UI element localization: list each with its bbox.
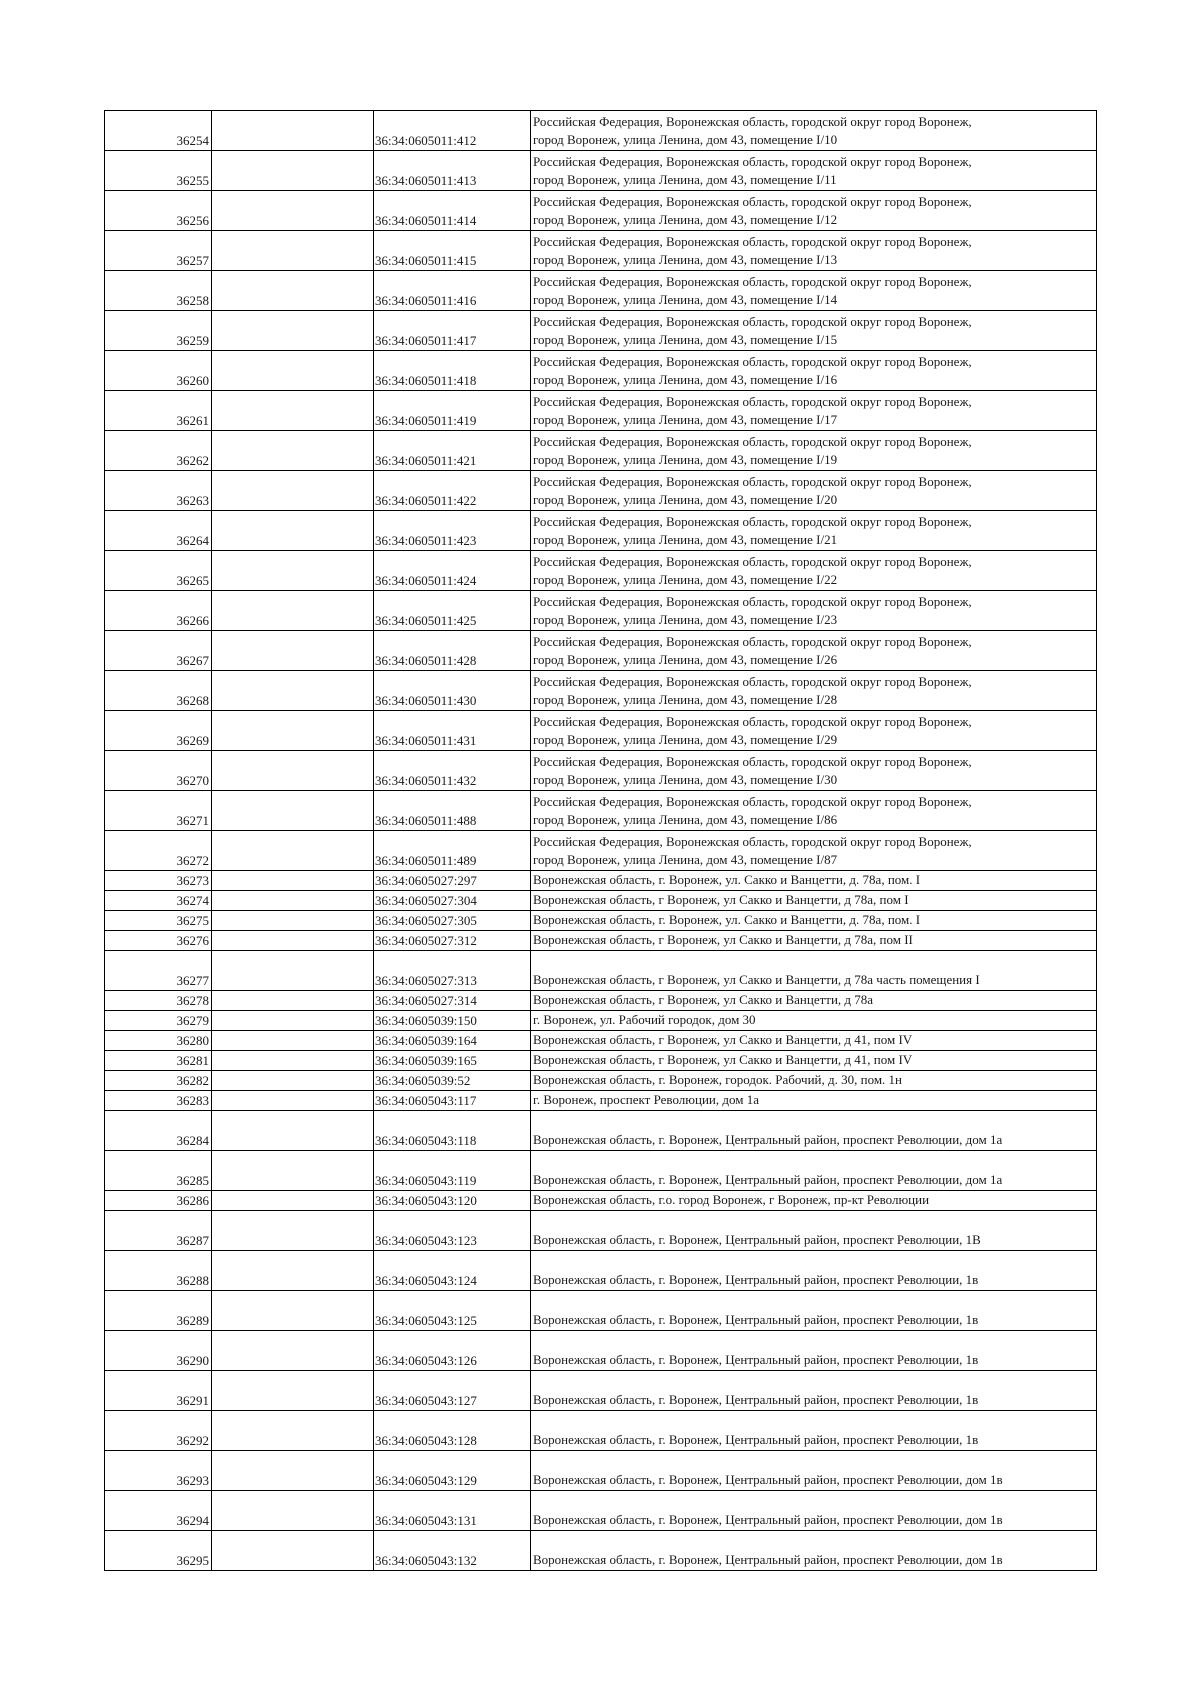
table-row xyxy=(105,391,1097,431)
address-line: Российская Федерация, Воронежская область, городской округ город Воронеж, xyxy=(533,394,972,409)
cadastral-number-cell: 36:34:0605039:164 xyxy=(374,1031,531,1051)
address-line: город Воронеж, улица Ленина, дом 43, помещение I/20 xyxy=(533,492,838,507)
address-line: город Воронеж, улица Ленина, дом 43, помещение I/10 xyxy=(533,132,838,147)
row-number-cell: 36290 xyxy=(105,1331,212,1371)
address-line: Воронежская область, г. Воронеж, Центральный район, проспект Революции, дом 1в xyxy=(533,1512,1003,1527)
address-cell xyxy=(531,1111,1097,1151)
address-line: Воронежская область, г. Воронеж, Центральный район, проспект Революции, 1в xyxy=(533,1352,979,1367)
row-number-cell: 36270 xyxy=(105,751,212,791)
row-number-cell: 36278 xyxy=(105,991,212,1011)
cadastral-number-cell: 36:34:0605043:126 xyxy=(374,1331,531,1371)
address-line: город Воронеж, улица Ленина, дом 43, помещение I/26 xyxy=(533,652,838,667)
address-line: Российская Федерация, Воронежская область, городской округ город Воронеж, xyxy=(533,154,972,169)
empty-cell xyxy=(212,1111,374,1151)
cadastral-number-cell: 36:34:0605039:52 xyxy=(374,1071,531,1091)
table-row xyxy=(105,1251,1097,1291)
row-number-cell: 36287 xyxy=(105,1211,212,1251)
empty-cell xyxy=(212,591,374,631)
empty-cell xyxy=(212,311,374,351)
cadastral-number-cell: 36:34:0605011:419 xyxy=(374,391,531,431)
table-row xyxy=(105,591,1097,631)
address-cell xyxy=(531,1031,1097,1051)
address-line: Воронежская область, г. Воронеж, Центральный район, проспект Революции, 1в xyxy=(533,1392,979,1407)
row-number-cell: 36256 xyxy=(105,191,212,231)
address-cell xyxy=(531,191,1097,231)
empty-cell xyxy=(212,1411,374,1451)
empty-cell xyxy=(212,1491,374,1531)
address-cell xyxy=(531,951,1097,991)
empty-cell xyxy=(212,1191,374,1211)
table-row xyxy=(105,231,1097,271)
cadastral-number-cell: 36:34:0605043:125 xyxy=(374,1291,531,1331)
table-row xyxy=(105,191,1097,231)
cadastral-number-cell: 36:34:0605039:150 xyxy=(374,1011,531,1031)
address-line: Воронежская область, г. Воронеж, Центральный район, проспект Революции, дом 1в xyxy=(533,1552,1003,1567)
address-cell xyxy=(531,1531,1097,1571)
table-row xyxy=(105,1371,1097,1411)
row-number-cell: 36257 xyxy=(105,231,212,271)
address-cell xyxy=(531,151,1097,191)
cadastral-number-cell: 36:34:0605011:421 xyxy=(374,431,531,471)
table-row xyxy=(105,751,1097,791)
row-number-cell: 36283 xyxy=(105,1091,212,1111)
address-cell xyxy=(531,551,1097,591)
table-row xyxy=(105,991,1097,1011)
cadastral-number-cell: 36:34:0605027:297 xyxy=(374,871,531,891)
address-cell xyxy=(531,1211,1097,1251)
empty-cell xyxy=(212,671,374,711)
cadastral-number-cell: 36:34:0605011:416 xyxy=(374,271,531,311)
row-number-cell: 36281 xyxy=(105,1051,212,1071)
cadastral-number-cell: 36:34:0605011:423 xyxy=(374,511,531,551)
address-cell xyxy=(531,1091,1097,1111)
row-number-cell: 36273 xyxy=(105,871,212,891)
empty-cell xyxy=(212,1451,374,1491)
cadastral-number-cell: 36:34:0605011:412 xyxy=(374,111,531,151)
table-row xyxy=(105,931,1097,951)
empty-cell xyxy=(212,1211,374,1251)
address-line: город Воронеж, улица Ленина, дом 43, помещение I/21 xyxy=(533,532,838,547)
address-line: Российская Федерация, Воронежская область, городской округ город Воронеж, xyxy=(533,314,972,329)
address-line: город Воронеж, улица Ленина, дом 43, помещение I/28 xyxy=(533,692,838,707)
cadastral-number-cell: 36:34:0605043:131 xyxy=(374,1491,531,1531)
address-line: город Воронеж, улица Ленина, дом 43, помещение I/15 xyxy=(533,332,838,347)
row-number-cell: 36286 xyxy=(105,1191,212,1211)
table-row xyxy=(105,431,1097,471)
cadastral-number-cell: 36:34:0605011:415 xyxy=(374,231,531,271)
empty-cell xyxy=(212,1071,374,1091)
empty-cell xyxy=(212,191,374,231)
empty-cell xyxy=(212,1051,374,1071)
table-row xyxy=(105,951,1097,991)
empty-cell xyxy=(212,431,374,471)
address-cell xyxy=(531,311,1097,351)
row-number-cell: 36285 xyxy=(105,1151,212,1191)
address-line: город Воронеж, улица Ленина, дом 43, помещение I/12 xyxy=(533,212,838,227)
cadastral-number-cell: 36:34:0605011:422 xyxy=(374,471,531,511)
cadastral-number-cell: 36:34:0605011:430 xyxy=(374,671,531,711)
table-row xyxy=(105,871,1097,891)
address-cell xyxy=(531,231,1097,271)
address-line: Российская Федерация, Воронежская область, городской округ город Воронеж, xyxy=(533,474,972,489)
row-number-cell: 36272 xyxy=(105,831,212,871)
empty-cell xyxy=(212,831,374,871)
cadastral-number-cell: 36:34:0605011:432 xyxy=(374,751,531,791)
address-cell xyxy=(531,111,1097,151)
empty-cell xyxy=(212,511,374,551)
cadastral-number-cell: 36:34:0605043:129 xyxy=(374,1451,531,1491)
address-line: Воронежская область, г. Воронеж, Центральный район, проспект Революции, 1в xyxy=(533,1312,979,1327)
address-line: Воронежская область, г. Воронеж, Центральный район, проспект Революции, дом 1а xyxy=(533,1172,1003,1187)
registry-table xyxy=(104,110,1097,1571)
table-row xyxy=(105,471,1097,511)
address-line: Воронежская область, г. Воронеж, ул. Сакко и Ванцетти, д. 78а, пом. I xyxy=(533,912,921,927)
address-cell xyxy=(531,911,1097,931)
table-row xyxy=(105,1151,1097,1191)
empty-cell xyxy=(212,1331,374,1371)
table-row xyxy=(105,831,1097,871)
table-row xyxy=(105,711,1097,751)
cadastral-number-cell: 36:34:0605043:128 xyxy=(374,1411,531,1451)
empty-cell xyxy=(212,911,374,931)
address-cell xyxy=(531,1371,1097,1411)
row-number-cell: 36259 xyxy=(105,311,212,351)
empty-cell xyxy=(212,551,374,591)
address-line: город Воронеж, улица Ленина, дом 43, помещение I/17 xyxy=(533,412,838,427)
address-cell xyxy=(531,1291,1097,1331)
address-line: город Воронеж, улица Ленина, дом 43, помещение I/29 xyxy=(533,732,838,747)
address-cell xyxy=(531,1191,1097,1211)
empty-cell xyxy=(212,151,374,191)
cadastral-number-cell: 36:34:0605011:418 xyxy=(374,351,531,391)
address-line: г. Воронеж, проспект Революции, дом 1а xyxy=(533,1092,759,1107)
row-number-cell: 36267 xyxy=(105,631,212,671)
address-cell xyxy=(531,1331,1097,1371)
table-row xyxy=(105,1331,1097,1371)
address-cell xyxy=(531,1011,1097,1031)
cadastral-number-cell: 36:34:0605011:417 xyxy=(374,311,531,351)
cadastral-number-cell: 36:34:0605027:313 xyxy=(374,951,531,991)
empty-cell xyxy=(212,471,374,511)
address-line: Российская Федерация, Воронежская область, городской округ город Воронеж, xyxy=(533,274,972,289)
address-cell xyxy=(531,511,1097,551)
table-row xyxy=(105,631,1097,671)
empty-cell xyxy=(212,931,374,951)
address-cell xyxy=(531,591,1097,631)
row-number-cell: 36255 xyxy=(105,151,212,191)
address-cell xyxy=(531,271,1097,311)
address-line: город Воронеж, улица Ленина, дом 43, помещение I/87 xyxy=(533,852,838,867)
table-row xyxy=(105,1191,1097,1211)
address-line: Воронежская область, г Воронеж, ул Сакко и Ванцетти, д 41, пом IV xyxy=(533,1032,913,1047)
address-line: Воронежская область, г. Воронеж, Центральный район, проспект Революции, 1в xyxy=(533,1432,979,1447)
table-row xyxy=(105,791,1097,831)
address-line: Воронежская область, г. Воронеж, Центральный район, проспект Революции, 1в xyxy=(533,1272,979,1287)
row-number-cell: 36279 xyxy=(105,1011,212,1031)
address-line: город Воронеж, улица Ленина, дом 43, помещение I/11 xyxy=(533,172,837,187)
cadastral-number-cell: 36:34:0605043:120 xyxy=(374,1191,531,1211)
address-cell xyxy=(531,1251,1097,1291)
empty-cell xyxy=(212,1151,374,1191)
cadastral-number-cell: 36:34:0605011:424 xyxy=(374,551,531,591)
address-line: Воронежская область, г. Воронеж, ул. Сакко и Ванцетти, д. 78а, пом. I xyxy=(533,872,921,887)
row-number-cell: 36294 xyxy=(105,1491,212,1531)
table-row xyxy=(105,1091,1097,1111)
address-cell xyxy=(531,991,1097,1011)
empty-cell xyxy=(212,111,374,151)
row-number-cell: 36268 xyxy=(105,671,212,711)
row-number-cell: 36254 xyxy=(105,111,212,151)
address-cell xyxy=(531,1151,1097,1191)
empty-cell xyxy=(212,1291,374,1331)
empty-cell xyxy=(212,871,374,891)
address-line: город Воронеж, улица Ленина, дом 43, помещение I/16 xyxy=(533,372,838,387)
table-row xyxy=(105,1491,1097,1531)
table-row xyxy=(105,891,1097,911)
empty-cell xyxy=(212,1371,374,1411)
address-cell xyxy=(531,671,1097,711)
address-cell xyxy=(531,1051,1097,1071)
row-number-cell: 36269 xyxy=(105,711,212,751)
address-line: город Воронеж, улица Ленина, дом 43, помещение I/14 xyxy=(533,292,838,307)
cadastral-number-cell: 36:34:0605027:314 xyxy=(374,991,531,1011)
table-row xyxy=(105,1451,1097,1491)
table-row xyxy=(105,1111,1097,1151)
table-row xyxy=(105,511,1097,551)
cadastral-number-cell: 36:34:0605043:123 xyxy=(374,1211,531,1251)
table-row xyxy=(105,911,1097,931)
cadastral-number-cell: 36:34:0605043:124 xyxy=(374,1251,531,1291)
row-number-cell: 36284 xyxy=(105,1111,212,1151)
address-cell xyxy=(531,1491,1097,1531)
address-line: город Воронеж, улица Ленина, дом 43, помещение I/13 xyxy=(533,252,838,267)
row-number-cell: 36274 xyxy=(105,891,212,911)
table-row xyxy=(105,271,1097,311)
cadastral-number-cell: 36:34:0605011:414 xyxy=(374,191,531,231)
table-row xyxy=(105,1211,1097,1251)
row-number-cell: 36265 xyxy=(105,551,212,591)
cadastral-number-cell: 36:34:0605011:428 xyxy=(374,631,531,671)
table-row xyxy=(105,1011,1097,1031)
empty-cell xyxy=(212,1091,374,1111)
address-line: Воронежская область, г. Воронеж, Центральный район, проспект Революции, 1В xyxy=(533,1232,981,1247)
address-cell xyxy=(531,751,1097,791)
address-cell xyxy=(531,631,1097,671)
row-number-cell: 36282 xyxy=(105,1071,212,1091)
row-number-cell: 36295 xyxy=(105,1531,212,1571)
address-line: Российская Федерация, Воронежская область, городской округ город Воронеж, xyxy=(533,434,972,449)
address-cell xyxy=(531,431,1097,471)
address-cell xyxy=(531,711,1097,751)
address-line: Воронежская область, г. Воронеж, городок. Рабочий, д. 30, пом. 1н xyxy=(533,1072,903,1087)
table-row xyxy=(105,1291,1097,1331)
row-number-cell: 36277 xyxy=(105,951,212,991)
address-cell xyxy=(531,391,1097,431)
empty-cell xyxy=(212,1251,374,1291)
address-line: город Воронеж, улица Ленина, дом 43, помещение I/86 xyxy=(533,812,838,827)
address-line: Российская Федерация, Воронежская область, городской округ город Воронеж, xyxy=(533,674,972,689)
empty-cell xyxy=(212,1531,374,1571)
table-row xyxy=(105,111,1097,151)
address-line: Российская Федерация, Воронежская область, городской округ город Воронеж, xyxy=(533,234,972,249)
empty-cell xyxy=(212,1011,374,1031)
empty-cell xyxy=(212,751,374,791)
table-row xyxy=(105,151,1097,191)
address-cell xyxy=(531,1071,1097,1091)
row-number-cell: 36262 xyxy=(105,431,212,471)
empty-cell xyxy=(212,991,374,1011)
empty-cell xyxy=(212,951,374,991)
row-number-cell: 36260 xyxy=(105,351,212,391)
row-number-cell: 36280 xyxy=(105,1031,212,1051)
table-row xyxy=(105,1071,1097,1091)
address-line: Российская Федерация, Воронежская область, городской округ город Воронеж, xyxy=(533,714,972,729)
address-cell xyxy=(531,791,1097,831)
address-cell xyxy=(531,931,1097,951)
address-line: Воронежская область, г Воронеж, ул Сакко и Ванцетти, д 78а часть помещения I xyxy=(533,972,980,987)
registry-table-body xyxy=(105,111,1097,1571)
cadastral-number-cell: 36:34:0605043:117 xyxy=(374,1091,531,1111)
row-number-cell: 36293 xyxy=(105,1451,212,1491)
cadastral-number-cell: 36:34:0605011:431 xyxy=(374,711,531,751)
cadastral-number-cell: 36:34:0605027:312 xyxy=(374,931,531,951)
empty-cell xyxy=(212,271,374,311)
cadastral-number-cell: 36:34:0605011:489 xyxy=(374,831,531,871)
empty-cell xyxy=(212,391,374,431)
cadastral-number-cell: 36:34:0605011:413 xyxy=(374,151,531,191)
empty-cell xyxy=(212,711,374,751)
row-number-cell: 36292 xyxy=(105,1411,212,1451)
table-row xyxy=(105,351,1097,391)
address-line: Воронежская область, г. Воронеж, Центральный район, проспект Революции, дом 1в xyxy=(533,1472,1003,1487)
row-number-cell: 36289 xyxy=(105,1291,212,1331)
table-row xyxy=(105,1531,1097,1571)
address-line: Российская Федерация, Воронежская область, городской округ город Воронеж, xyxy=(533,754,972,769)
cadastral-number-cell: 36:34:0605039:165 xyxy=(374,1051,531,1071)
address-line: город Воронеж, улица Ленина, дом 43, помещение I/19 xyxy=(533,452,838,467)
table-row xyxy=(105,1051,1097,1071)
address-line: Воронежская область, г Воронеж, ул Сакко и Ванцетти, д 78а, пом I xyxy=(533,892,909,907)
cadastral-number-cell: 36:34:0605043:118 xyxy=(374,1111,531,1151)
cadastral-number-cell: 36:34:0605011:425 xyxy=(374,591,531,631)
address-line: Российская Федерация, Воронежская область, городской округ город Воронеж, xyxy=(533,114,972,129)
row-number-cell: 36263 xyxy=(105,471,212,511)
empty-cell xyxy=(212,231,374,271)
empty-cell xyxy=(212,791,374,831)
address-line: Российская Федерация, Воронежская область, городской округ город Воронеж, xyxy=(533,594,972,609)
address-line: Российская Федерация, Воронежская область, городской округ город Воронеж, xyxy=(533,634,972,649)
cadastral-number-cell: 36:34:0605043:132 xyxy=(374,1531,531,1571)
row-number-cell: 36258 xyxy=(105,271,212,311)
address-line: Воронежская область, г Воронеж, ул Сакко и Ванцетти, д 41, пом IV xyxy=(533,1052,913,1067)
row-number-cell: 36275 xyxy=(105,911,212,931)
address-line: Воронежская область, г.о. город Воронеж, г Воронеж, пр-кт Революции xyxy=(533,1192,930,1207)
address-cell xyxy=(531,1411,1097,1451)
row-number-cell: 36276 xyxy=(105,931,212,951)
address-line: город Воронеж, улица Ленина, дом 43, помещение I/30 xyxy=(533,772,838,787)
cadastral-number-cell: 36:34:0605027:304 xyxy=(374,891,531,911)
cadastral-number-cell: 36:34:0605027:305 xyxy=(374,911,531,931)
address-cell xyxy=(531,1451,1097,1491)
cadastral-number-cell: 36:34:0605011:488 xyxy=(374,791,531,831)
address-line: Российская Федерация, Воронежская область, городской округ город Воронеж, xyxy=(533,194,972,209)
row-number-cell: 36266 xyxy=(105,591,212,631)
address-line: Воронежская область, г Воронеж, ул Сакко и Ванцетти, д 78а xyxy=(533,992,874,1007)
empty-cell xyxy=(212,631,374,671)
cadastral-number-cell: 36:34:0605043:119 xyxy=(374,1151,531,1191)
table-row xyxy=(105,311,1097,351)
table-row xyxy=(105,1411,1097,1451)
row-number-cell: 36271 xyxy=(105,791,212,831)
table-row xyxy=(105,671,1097,711)
address-line: Российская Федерация, Воронежская область, городской округ город Воронеж, xyxy=(533,794,972,809)
empty-cell xyxy=(212,1031,374,1051)
empty-cell xyxy=(212,891,374,911)
empty-cell xyxy=(212,351,374,391)
address-cell xyxy=(531,831,1097,871)
address-line: город Воронеж, улица Ленина, дом 43, помещение I/22 xyxy=(533,572,838,587)
address-line: г. Воронеж, ул. Рабочий городок, дом 30 xyxy=(533,1012,756,1027)
address-line: Воронежская область, г Воронеж, ул Сакко и Ванцетти, д 78а, пом II xyxy=(533,932,913,947)
address-cell xyxy=(531,471,1097,511)
address-cell xyxy=(531,891,1097,911)
address-line: Российская Федерация, Воронежская область, городской округ город Воронеж, xyxy=(533,514,972,529)
address-line: Российская Федерация, Воронежская область, городской округ город Воронеж, xyxy=(533,834,972,849)
address-line: Российская Федерация, Воронежская область, городской округ город Воронеж, xyxy=(533,554,972,569)
address-line: Российская Федерация, Воронежская область, городской округ город Воронеж, xyxy=(533,354,972,369)
row-number-cell: 36291 xyxy=(105,1371,212,1411)
address-line: город Воронеж, улица Ленина, дом 43, помещение I/23 xyxy=(533,612,838,627)
row-number-cell: 36261 xyxy=(105,391,212,431)
address-cell xyxy=(531,871,1097,891)
row-number-cell: 36288 xyxy=(105,1251,212,1291)
address-line: Воронежская область, г. Воронеж, Центральный район, проспект Революции, дом 1а xyxy=(533,1132,1003,1147)
row-number-cell: 36264 xyxy=(105,511,212,551)
address-cell xyxy=(531,351,1097,391)
table-row xyxy=(105,1031,1097,1051)
cadastral-number-cell: 36:34:0605043:127 xyxy=(374,1371,531,1411)
table-row xyxy=(105,551,1097,591)
